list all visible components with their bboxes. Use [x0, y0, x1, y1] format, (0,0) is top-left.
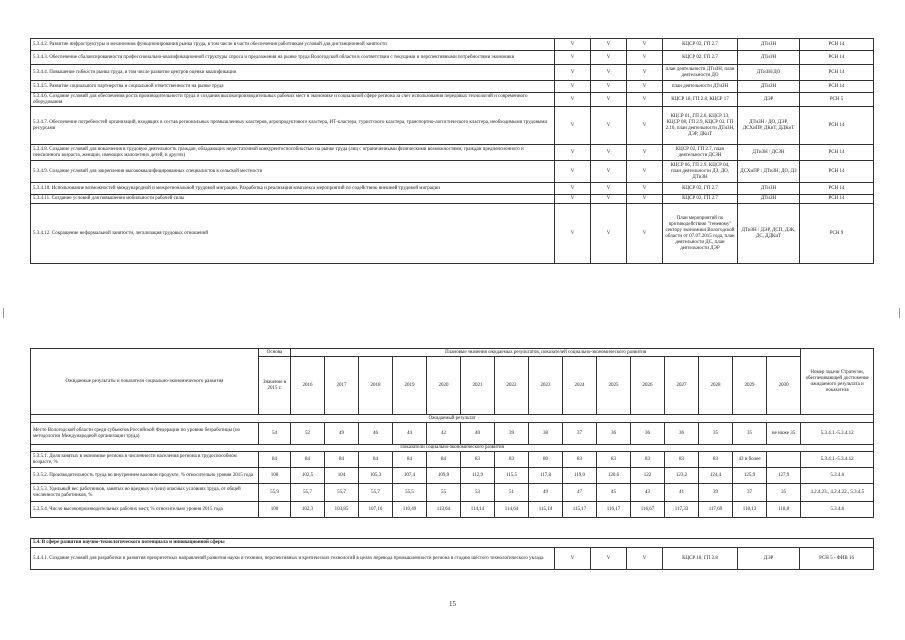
mark-cell: V: [555, 204, 591, 264]
plan-value: 84: [325, 452, 359, 468]
result-cell: РСН 14: [800, 39, 874, 51]
executor-cell: ДТиЗН: [738, 183, 800, 195]
plan-value: 107,16: [359, 502, 393, 518]
plan-value: 118,13: [733, 502, 767, 518]
mark-cell: V: [627, 204, 663, 264]
measure-text: 5.3.4.5. Развитие социального партнерства и социальной ответственности на рынке труда: [31, 81, 555, 93]
document-cell: план деятельности ДТиЗН: [663, 81, 738, 93]
result-cell: РСН 14: [800, 51, 874, 65]
header-year: 2016: [291, 357, 325, 415]
plan-value: 45: [597, 484, 631, 502]
plan-value: 110,49: [393, 502, 427, 518]
plan-value: 127,9: [767, 468, 801, 484]
measure-row: [31, 81, 874, 93]
indicator-text: 5.3.5.2. Производительность труда во внутреннем валовом продукте, % относительно уровня 2015 года: [31, 468, 259, 484]
plan-value: 80: [529, 452, 563, 468]
measure-row: [31, 161, 874, 183]
executor-cell: ДТиЗН: [738, 81, 800, 93]
plan-value: 36: [631, 423, 665, 445]
plan-value: не ниже 35: [767, 423, 801, 445]
subheader-row: [31, 445, 874, 452]
mark-cell: V: [591, 51, 627, 65]
left-edge-mark: [3, 308, 4, 318]
indicator-text: 5.3.5.1. Доля занятых в экономике региона в численности населения региона в трудоспособном возрасте, %: [31, 452, 259, 468]
plan-value: 118,8: [767, 502, 801, 518]
plan-value: 107,4: [393, 468, 427, 484]
result-cell: РСН 5: [800, 93, 874, 107]
plan-value: 117,8: [529, 468, 563, 484]
plan-value: 122: [631, 468, 665, 484]
measure-text: 5.3.4.12. Сокращение неформальной занятости, легализация трудовых отношений: [31, 204, 555, 264]
plan-value: 42: [427, 423, 461, 445]
indicator-text: 5.3.5.3. Удельный вес работников, занятых во вредных и (или) опасных условиях труда, от общей численности работников, %: [31, 484, 259, 502]
indicators-label: Показатели социально-экономического развития: [31, 445, 874, 452]
plan-value: 117,33: [665, 502, 699, 518]
base-value: 84: [259, 452, 291, 468]
result-cell: РСН 14: [800, 65, 874, 81]
mark-cell: V: [591, 93, 627, 107]
mark-cell: V: [591, 145, 627, 161]
task-cell: 5.3.4.6: [801, 468, 874, 484]
plan-value: 44: [393, 423, 427, 445]
plan-value: 49: [325, 423, 359, 445]
plan-value: 125,9: [733, 468, 767, 484]
result-cell: РСН 14: [800, 145, 874, 161]
plan-value: 83: [461, 452, 495, 468]
document-cell: КЦСР 02, ГП 2.7, план деятельности ДСЗН: [663, 145, 738, 161]
expected-text: Место Вологодской области среди субъектов Российской Федерации по уровню безработицы (по методологии Международной организации труда): [31, 423, 259, 445]
header-year: 2028: [699, 357, 733, 415]
header-year: 2025: [597, 357, 631, 415]
indicator-row: [31, 484, 874, 502]
result-cell: РСН 14: [800, 195, 874, 204]
plan-value: 102,5: [291, 468, 325, 484]
plan-value: 103,85: [325, 502, 359, 518]
plan-value: [767, 452, 801, 468]
plan-value: 38: [529, 423, 563, 445]
plan-value: 36: [665, 423, 699, 445]
mark-cell: V: [591, 39, 627, 51]
mark-cell: V: [627, 161, 663, 183]
executor-cell: ДТиЗН: [738, 51, 800, 65]
base-value: 100: [259, 468, 291, 484]
mark-cell: V: [591, 65, 627, 81]
plan-value: 41: [665, 484, 699, 502]
measure-text: 5.4.4.1. Создание условий для разработки и развития приоритетных направлений развития науки и техники, перспективных и критических технологий в целях перевода промышленности региона в стадию шестого технологического уклада: [31, 548, 555, 570]
science-section-table: [30, 538, 874, 570]
indicator-row: [31, 468, 874, 484]
plan-value: 120,6: [597, 468, 631, 484]
executor-cell: ДТиЗН: [738, 195, 800, 204]
measure-row: [31, 39, 874, 51]
mark-cell: V: [627, 145, 663, 161]
measure-row: [31, 93, 874, 107]
mark-cell: V: [627, 107, 663, 145]
plan-value: 83: [597, 452, 631, 468]
mark-cell: V: [555, 93, 591, 107]
right-edge-mark: [899, 308, 900, 318]
subheader-row: [31, 415, 874, 423]
header-indicator: Ожидаемые результаты и показатели социально-экономического развития: [31, 349, 259, 415]
plan-value: 102,3: [291, 502, 325, 518]
plan-value: 55,7: [291, 484, 325, 502]
task-cell: 5.3.4.1.-5.3.4.12: [801, 452, 874, 468]
plan-value: 47: [563, 484, 597, 502]
result-cell: РСН 5 - ФИВ 16: [800, 548, 874, 570]
mark-cell: V: [627, 93, 663, 107]
page-number: 15: [449, 600, 456, 608]
plan-value: 55,7: [325, 484, 359, 502]
plan-value: 51: [495, 484, 529, 502]
measure-row: [31, 195, 874, 204]
measures-table: [30, 38, 874, 264]
indicators-table: [30, 348, 874, 518]
measure-row: [31, 65, 874, 81]
executor-cell: ДТиЗН / ДЭР, ДСП, ДЗК, ДС, ДДКиТ: [738, 204, 800, 264]
plan-value: 124,4: [699, 468, 733, 484]
task-cell: 4.2.4.23., 4.2.4.22., 5.3.4.5: [801, 484, 874, 502]
plan-value: 109,9: [427, 468, 461, 484]
plan-value: 119,0: [563, 468, 597, 484]
plan-value: 114,14: [461, 502, 495, 518]
mark-cell: V: [627, 548, 663, 570]
header-year: 2023: [529, 357, 563, 415]
executor-cell: ДТиЗН: [738, 39, 800, 51]
plan-value: 112,9: [461, 468, 495, 484]
plan-value: 55,5: [393, 484, 427, 502]
mark-cell: V: [591, 161, 627, 183]
plan-value: 35: [767, 484, 801, 502]
plan-value: 36: [597, 423, 631, 445]
plan-value: 83: [665, 452, 699, 468]
measure-row: [31, 145, 874, 161]
document-cell: КЦСР 18, ГП 2.8: [663, 548, 738, 570]
header-year: 2024: [563, 357, 597, 415]
mark-cell: V: [555, 161, 591, 183]
document-cell: КЦСР 01, ГП 2.6, КЦСР 13, КЦСР 08, ГП 2.9, КЦСР 03, ГП 2.10, план деятельности ДТиЗН, ДЭР, ДКиТ: [663, 107, 738, 145]
mark-cell: V: [555, 65, 591, 81]
plan-value: 37: [563, 423, 597, 445]
measure-row: [31, 51, 874, 65]
mark-cell: V: [555, 183, 591, 195]
document-cell: план деятельности ДТиЗН, план деятельности ДО: [663, 65, 738, 81]
header-year: 2018: [359, 357, 393, 415]
mark-cell: V: [555, 195, 591, 204]
plan-value: 84: [427, 452, 461, 468]
header-year: 2022: [495, 357, 529, 415]
plan-value: 105,3: [359, 468, 393, 484]
plan-value: 83: [699, 452, 733, 468]
plan-value: 84: [291, 452, 325, 468]
base-value: 100: [259, 502, 291, 518]
plan-value: 55,7: [359, 484, 393, 502]
mark-cell: V: [627, 195, 663, 204]
plan-value: 53: [461, 484, 495, 502]
section-title-row: [31, 539, 874, 548]
plan-value: 104: [325, 468, 359, 484]
executor-cell: ДТиЗН/ДО: [738, 65, 800, 81]
plan-value: 116,67: [631, 502, 665, 518]
mark-cell: V: [627, 81, 663, 93]
plan-value: 83: [495, 452, 529, 468]
plan-value: 113,64: [427, 502, 461, 518]
mark-cell: V: [591, 195, 627, 204]
measure-row: [31, 548, 874, 570]
measure-text: 5.3.4.8. Создание условий для вовлечения в трудовую деятельность граждан, обладающих недостаточной конкурентоспособностью на рынке труда (лиц с ограниченными физическими возможностями, граждан предпенсионного и пенсионного возраста, женщин, имеющих малолетних детей, и других): [31, 145, 555, 161]
plan-value: 84: [393, 452, 427, 468]
mark-cell: V: [627, 183, 663, 195]
plan-value: 116,17: [597, 502, 631, 518]
measure-row: [31, 107, 874, 145]
header-task: Номер задачи Стратегии, обеспечивающей достижение ожидаемого результата и показателя: [801, 349, 874, 415]
mark-cell: V: [627, 65, 663, 81]
header-year: 2019: [393, 357, 427, 415]
document-cell: КЦСР 06, ГП 2.9, КЦСР 04, план деятельности ДЗ, ДО, ДТиЗН: [663, 161, 738, 183]
task-cell: 5.3.4.1.-5.3.4.12: [801, 423, 874, 445]
header-plan: Плановые значения ожидаемых результатов, показателей социально-экономического развития: [291, 349, 801, 357]
result-cell: РСН 14: [800, 81, 874, 93]
plan-value: 83: [563, 452, 597, 468]
plan-value: 115,5: [495, 468, 529, 484]
result-cell: РСН 14: [800, 161, 874, 183]
mark-cell: V: [555, 51, 591, 65]
plan-value: 43 и более: [733, 452, 767, 468]
measure-text: 5.3.4.10. Использование возможностей международной и межрегиональной трудовой миграции. Разработка и реализация комплекса мероприятий по содействию внешней трудовой миграции: [31, 183, 555, 195]
mark-cell: V: [591, 81, 627, 93]
plan-value: 35: [699, 423, 733, 445]
mark-cell: V: [555, 145, 591, 161]
result-cell: РСН 14: [800, 183, 874, 195]
measure-text: 5.3.4.6. Создание условий для обеспечения роста производительности труда и создания высокопроизводительных рабочих мест в экономике и социальной сфере региона за счет использования передовых технологий и современного оборудования: [31, 93, 555, 107]
base-value: 55,9: [259, 484, 291, 502]
base-value: 54: [259, 423, 291, 445]
mark-cell: V: [591, 548, 627, 570]
mark-cell: V: [555, 107, 591, 145]
plan-value: 117,69: [699, 502, 733, 518]
document-cell: КЦСР 18, ГП 2.8, КЦСР 17: [663, 93, 738, 107]
measure-text: 5.3.4.7. Обеспечение потребностей организаций, входящих в состав региональных промышленных кластеров, агропродуктового кластера, ИТ-кластера, туристского кластера, транспортно-логистического кластера, необходимыми трудовыми ресурсами: [31, 107, 555, 145]
document-cell: КЦСР 02, ГП 2.7: [663, 183, 738, 195]
document-cell: План мероприятий по противодействию "теневому" сектору экономики Вологодской области от 07.07.2015 года, план деятельности ДС, план деятельности ДЭР: [663, 204, 738, 264]
plan-value: 39: [699, 484, 733, 502]
plan-value: 84: [359, 452, 393, 468]
mark-cell: V: [627, 39, 663, 51]
section-title: 5.4. В сфере развития научно-технологического потенциала и инновационной сферы: [31, 539, 874, 548]
expected-label: Ожидаемый результат: [31, 415, 874, 423]
plan-value: 39: [495, 423, 529, 445]
header-base: Основа: [259, 349, 291, 357]
mark-cell: V: [555, 548, 591, 570]
indicator-row: [31, 452, 874, 468]
task-cell: 5.3.4.6: [801, 502, 874, 518]
plan-value: 115,14: [529, 502, 563, 518]
measure-row: [31, 183, 874, 195]
plan-value: 123,2: [665, 468, 699, 484]
plan-value: 49: [529, 484, 563, 502]
plan-value: 35: [733, 423, 767, 445]
expected-row: [31, 423, 874, 445]
mark-cell: V: [591, 183, 627, 195]
plan-value: 40: [461, 423, 495, 445]
indicator-text: 5.3.5.4. Число высокопроизводительных рабочих мест, % относительно уровня 2015 года: [31, 502, 259, 518]
mark-cell: V: [627, 51, 663, 65]
mark-cell: V: [591, 107, 627, 145]
document-cell: КЦСР 02, ГП 2.7: [663, 39, 738, 51]
executor-cell: ДЭР: [738, 548, 800, 570]
measure-text: 5.3.4.4. Повышение гибкости рынка труда, в том числе развитие центров оценки квалификации: [31, 65, 555, 81]
plan-value: 52: [291, 423, 325, 445]
measure-row: [31, 204, 874, 264]
header-row: [31, 349, 874, 357]
header-year: 2029: [733, 357, 767, 415]
header-year: 2026: [631, 357, 665, 415]
plan-value: 115,17: [563, 502, 597, 518]
header-year: 2030: [767, 357, 801, 415]
executor-cell: ДЭР: [738, 93, 800, 107]
measure-text: 5.3.4.9. Создание условий для закрепления высококвалифицированных специалистов в сельской местности: [31, 161, 555, 183]
result-cell: РСН 14: [800, 107, 874, 145]
document-cell: КЦСР 02, ГП 2.7: [663, 195, 738, 204]
header-base-2015: Значение в 2015 г.: [259, 357, 291, 415]
mark-cell: V: [555, 39, 591, 51]
result-cell: РСН 9: [800, 204, 874, 264]
mark-cell: V: [555, 81, 591, 93]
executor-cell: ДСХиПР / ДТиЗН, ДО, ДЗ: [738, 161, 800, 183]
header-year: 2027: [665, 357, 699, 415]
plan-value: 114,64: [495, 502, 529, 518]
executor-cell: ДТиЗН / ДО, ДЭР, ДСХиПР, ДКиТ, ДДКиТ: [738, 107, 800, 145]
header-year: 2017: [325, 357, 359, 415]
document-cell: КЦСР 02, ГП 2.7: [663, 51, 738, 65]
plan-value: 83: [631, 452, 665, 468]
measure-text: 5.3.4.3. Обеспечение сбалансированности профессионально-квалификационной структуры спроса и предложения на рынке труда Вологодской области в соответствии с текущими и перспективными потребностями экономики: [31, 51, 555, 65]
plan-value: 55: [427, 484, 461, 502]
mark-cell: V: [591, 204, 627, 264]
header-year: 2020: [427, 357, 461, 415]
measure-text: 5.3.4.11. Создание условий для повышения мобильности рабочей силы: [31, 195, 555, 204]
plan-value: 37: [733, 484, 767, 502]
plan-value: 46: [359, 423, 393, 445]
executor-cell: ДТиЗН / ДСЗН: [738, 145, 800, 161]
measure-text: 5.3.4.2. Развитие инфраструктуры и механизмов функционирования рынка труда, в том числе в части обеспечения работникам условий для дистанционной занятости: [31, 39, 555, 51]
plan-value: 43: [631, 484, 665, 502]
indicator-row: [31, 502, 874, 518]
header-year: 2021: [461, 357, 495, 415]
